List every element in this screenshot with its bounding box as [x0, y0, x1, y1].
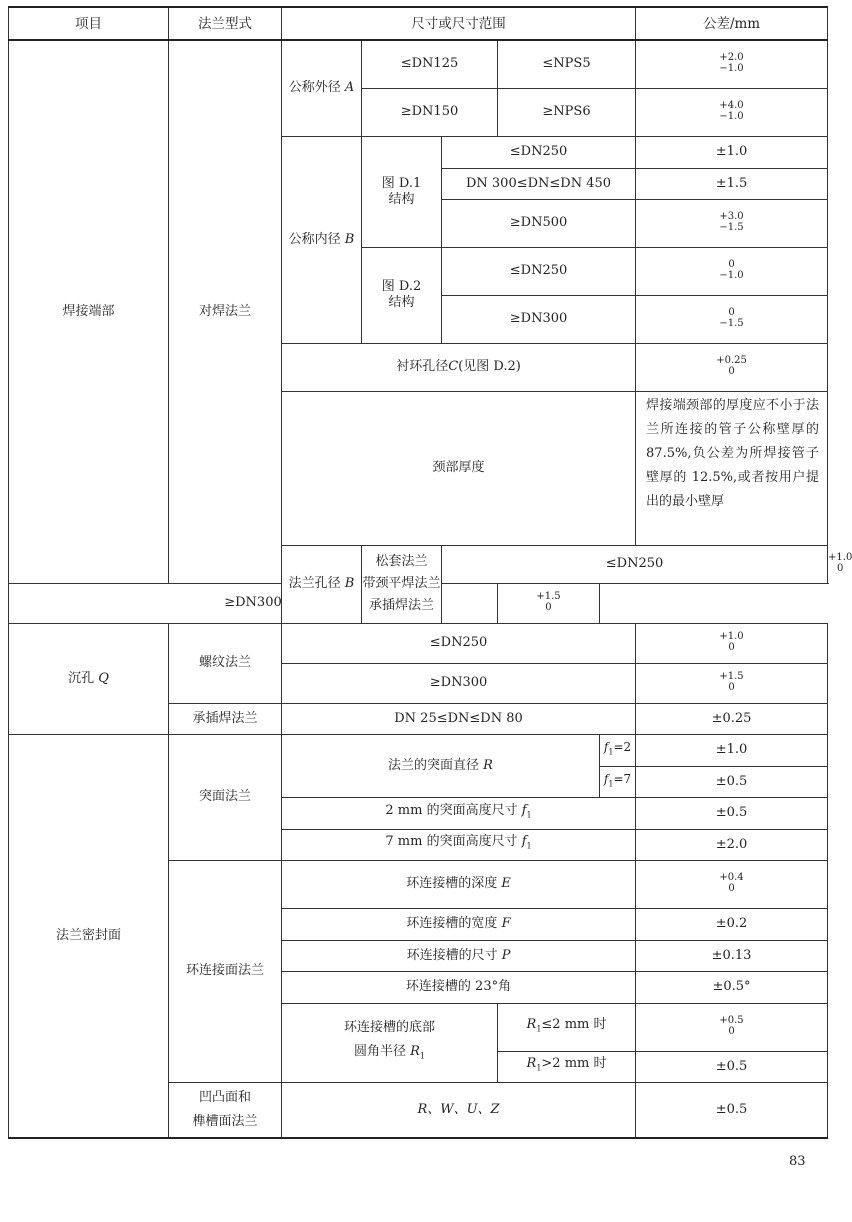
range-cell: DN 300≤DN≤DN 450: [442, 168, 636, 199]
range-cell: ≤DN250: [442, 545, 828, 583]
item-sealing-face: 法兰密封面: [9, 734, 169, 1138]
range-cell: ≥DN300: [282, 663, 636, 703]
tolerance-cell: 0 −1.5: [636, 295, 828, 343]
tolerance-cell: ±0.5: [636, 797, 828, 829]
range-cell: DN 25≤DN≤DN 80: [282, 703, 636, 734]
tolerance-cell: ±2.0: [636, 829, 828, 860]
table-row: [9, 734, 828, 766]
page-number: 83: [789, 1154, 806, 1169]
type-threaded: 螺纹法兰: [169, 623, 282, 703]
f1-cond: $f_1=2$: [600, 734, 636, 766]
tolerance-cell: 0 −1.0: [636, 247, 828, 295]
id-label: 公称内径 B: [282, 136, 362, 343]
rf-height-7: 7 mm 的突面高度尺寸 $f_1$: [282, 829, 636, 860]
tolerance-cell: +2.0 −1.0: [636, 40, 828, 88]
rf-diameter-label: 法兰的突面直径 R: [282, 734, 600, 797]
range-cell: ≥DN300: [442, 295, 636, 343]
mf-dims: R、W、U、Z: [282, 1082, 636, 1138]
groove-depth: 环连接槽的深度 E: [282, 860, 636, 908]
tolerance-cell: +1.0 0: [636, 623, 828, 663]
item-counterbore: 沉孔 Q: [9, 623, 169, 734]
tolerance-cell: ±0.5: [636, 1051, 828, 1082]
tolerance-cell: ±0.25: [636, 703, 828, 734]
od-range-dn: ≤DN125: [362, 40, 498, 88]
fig-d1-label: 图 D.1 结构: [362, 136, 442, 247]
header-tolerance: 公差/mm: [636, 7, 828, 40]
fig-d2-label: 图 D.2 结构: [362, 247, 442, 343]
header-size-range: 尺寸或尺寸范围: [282, 7, 636, 40]
tolerance-cell: ±0.5°: [636, 971, 828, 1003]
range-cell: ≤DN250: [442, 136, 636, 168]
groove-angle: 环连接槽的 23°角: [282, 971, 636, 1003]
tolerance-cell: ±0.13: [636, 940, 828, 971]
tolerance-cell: +0.5 0: [636, 1003, 828, 1051]
table-row: 法兰孔径 B 松套法兰 带颈平焊法兰 承插焊法兰 ≤DN250 +1.0 0: [9, 545, 828, 583]
tolerance-cell: +0.4 0: [636, 860, 828, 908]
range-cell: ≥DN300: [9, 583, 498, 623]
tolerance-table: [8, 6, 852, 1139]
r1-cond: $R_1\le 2$ mm 时: [498, 1003, 636, 1051]
tolerance-cell: +0.25 0: [636, 343, 828, 391]
neck-thickness-label: 颈部厚度: [282, 391, 636, 545]
range-cell: ≤DN250: [282, 623, 636, 663]
item-weld-end: 焊接端部: [9, 40, 169, 583]
tolerance-cell: ±0.5: [636, 1082, 828, 1138]
tolerance-cell: ±0.5: [636, 766, 828, 797]
type-socket-weld: 承插焊法兰: [169, 703, 282, 734]
table-row: [9, 623, 828, 663]
liner-bore-label: 衬环孔径C(见图 D.2): [282, 343, 636, 391]
tolerance-cell: +4.0 −1.0: [636, 88, 828, 136]
type-male-female: 凹凸面和 榫槽面法兰: [169, 1082, 282, 1138]
header-row: [9, 7, 828, 40]
groove-width: 环连接槽的宽度 F: [282, 908, 636, 940]
header-item: 项目: [9, 7, 169, 40]
neck-thickness-note: 焊接端颈部的厚度应不小于法兰所连接的管子公称壁厚的 87.5%,负公差为所焊接管子壁厚的 12.5%,或者按用户提出的最小壁厚: [636, 391, 828, 545]
od-range-nps: ≤NPS5: [498, 40, 636, 88]
tolerance-cell: ±1.5: [636, 168, 828, 199]
type-raised-face: 突面法兰: [169, 734, 282, 860]
header-flange-type: 法兰型式: [169, 7, 282, 40]
type-ring-joint: 环连接面法兰: [169, 860, 282, 1082]
f1-cond: $f_1=7$: [600, 766, 636, 797]
tolerance-cell: ±0.2: [636, 908, 828, 940]
range-cell: ≤DN250: [442, 247, 636, 295]
r1-cond: $R_1>2$ mm 时: [498, 1051, 636, 1082]
type-weld-neck: 对焊法兰: [169, 40, 282, 583]
groove-radius-label: 环连接槽的底部 圆角半径 $R_1$: [282, 1003, 498, 1082]
tolerance-cell: +1.5 0: [636, 663, 828, 703]
tolerance-cell: ±1.0: [636, 734, 828, 766]
od-range-dn: ≥DN150: [362, 88, 498, 136]
groove-size: 环连接槽的尺寸 P: [282, 940, 636, 971]
rf-height-2: 2 mm 的突面高度尺寸 $f_1$: [282, 797, 636, 829]
type-bore: 松套法兰 带颈平焊法兰 承插焊法兰: [362, 545, 442, 623]
od-range-nps: ≥NPS6: [498, 88, 636, 136]
table-row: [9, 40, 828, 88]
od-label: 公称外径 A: [282, 40, 362, 136]
tolerance-cell: +1.5 0: [498, 583, 600, 623]
range-cell: ≥DN500: [442, 199, 636, 247]
tolerance-cell: ±1.0: [636, 136, 828, 168]
tolerance-cell: +3.0 −1.5: [636, 199, 828, 247]
item-bore: 法兰孔径 B: [282, 545, 362, 623]
